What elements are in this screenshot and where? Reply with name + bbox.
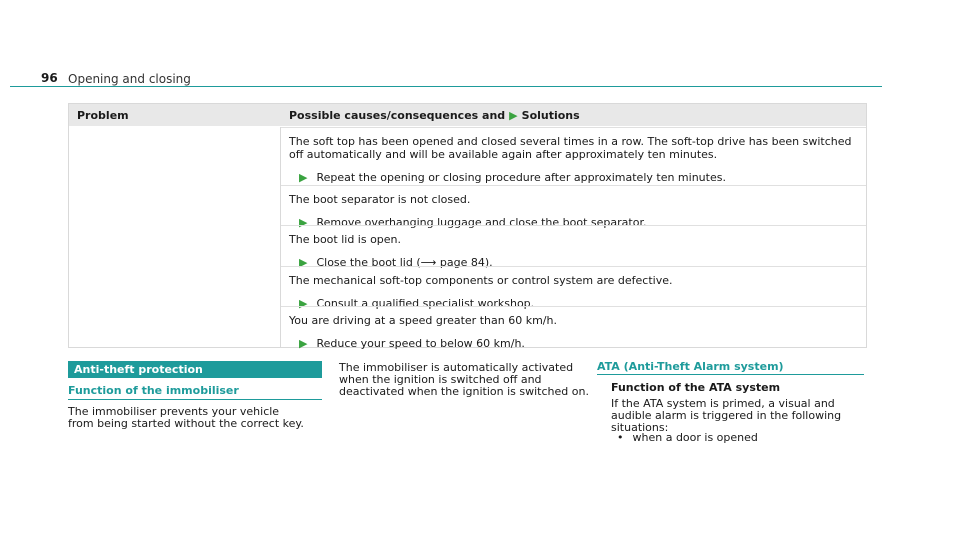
th-solutions-label: Solutions bbox=[521, 109, 580, 122]
immobiliser-paragraph-1: The immobiliser prevents your vehicle from being started without the correct key. bbox=[68, 405, 304, 430]
table-row bbox=[281, 225, 866, 269]
solution-arrow-icon: ▶ bbox=[299, 337, 308, 350]
ata-heading-rule bbox=[597, 374, 864, 375]
th-causes-label: Possible causes/consequences and bbox=[289, 109, 506, 122]
ata-paragraph: If the ATA system is primed, a visual and audible alarm is triggered in the following situations: bbox=[611, 397, 842, 434]
th-causes bbox=[289, 109, 580, 122]
solution-arrow-icon: ▶ bbox=[509, 109, 518, 122]
troubleshooting-table bbox=[68, 103, 867, 348]
antitheft-heading: Anti-theft protection bbox=[68, 361, 322, 378]
cause-text: The boot separator is not closed. bbox=[289, 193, 471, 206]
th-problem: Problem bbox=[77, 109, 129, 122]
table-row bbox=[281, 266, 866, 310]
immobiliser-subheading: Function of the immobiliser bbox=[68, 384, 239, 397]
solution-text[interactable]: Close the boot lid (⟶ page 84). bbox=[316, 256, 493, 269]
cause-text: The mechanical soft-top components or control system are defective. bbox=[289, 274, 673, 287]
table-row bbox=[281, 306, 866, 350]
solution-text: Consult a qualified specialist workshop. bbox=[316, 297, 535, 310]
table-head bbox=[69, 104, 866, 126]
ata-heading: ATA (Anti-Theft Alarm system) bbox=[597, 360, 784, 373]
solution-text: Remove overhanging luggage and close the boot separator. bbox=[316, 216, 647, 229]
page-number: 96 bbox=[41, 71, 58, 85]
table-row bbox=[281, 185, 866, 229]
solution-text: Repeat the opening or closing procedure after approximately ten minutes. bbox=[316, 171, 726, 184]
solution-text: Reduce your speed to below 60 km/h. bbox=[316, 337, 525, 350]
immobiliser-subheading-rule bbox=[68, 399, 322, 400]
solution-arrow-icon: ▶ bbox=[299, 171, 308, 184]
list-item bbox=[617, 431, 758, 444]
solution-arrow-icon: ▶ bbox=[299, 216, 308, 229]
ata-subheading: Function of the ATA system bbox=[611, 381, 781, 394]
immobiliser-paragraph-2: The immobiliser is automatically activated when the ignition is switched off and deactivated when the ignition is switched on. bbox=[339, 361, 589, 398]
cause-text: The soft top has been opened and closed several times in a row. The soft-top drive has been switched off automatically and will be available again after approximately ten minutes. bbox=[289, 135, 852, 161]
page-section-title: Opening and closing bbox=[68, 72, 191, 86]
header-rule bbox=[10, 86, 882, 87]
solution-arrow-icon: ▶ bbox=[299, 256, 308, 269]
bullet-icon: • bbox=[617, 431, 624, 444]
solution-arrow-icon: ▶ bbox=[299, 297, 308, 310]
bullet-text: when a door is opened bbox=[632, 431, 758, 444]
problem-cell bbox=[69, 127, 281, 347]
cause-text: The boot lid is open. bbox=[289, 233, 402, 246]
table-row bbox=[281, 127, 866, 185]
cause-text: You are driving at a speed greater than 60 km/h. bbox=[289, 314, 557, 327]
